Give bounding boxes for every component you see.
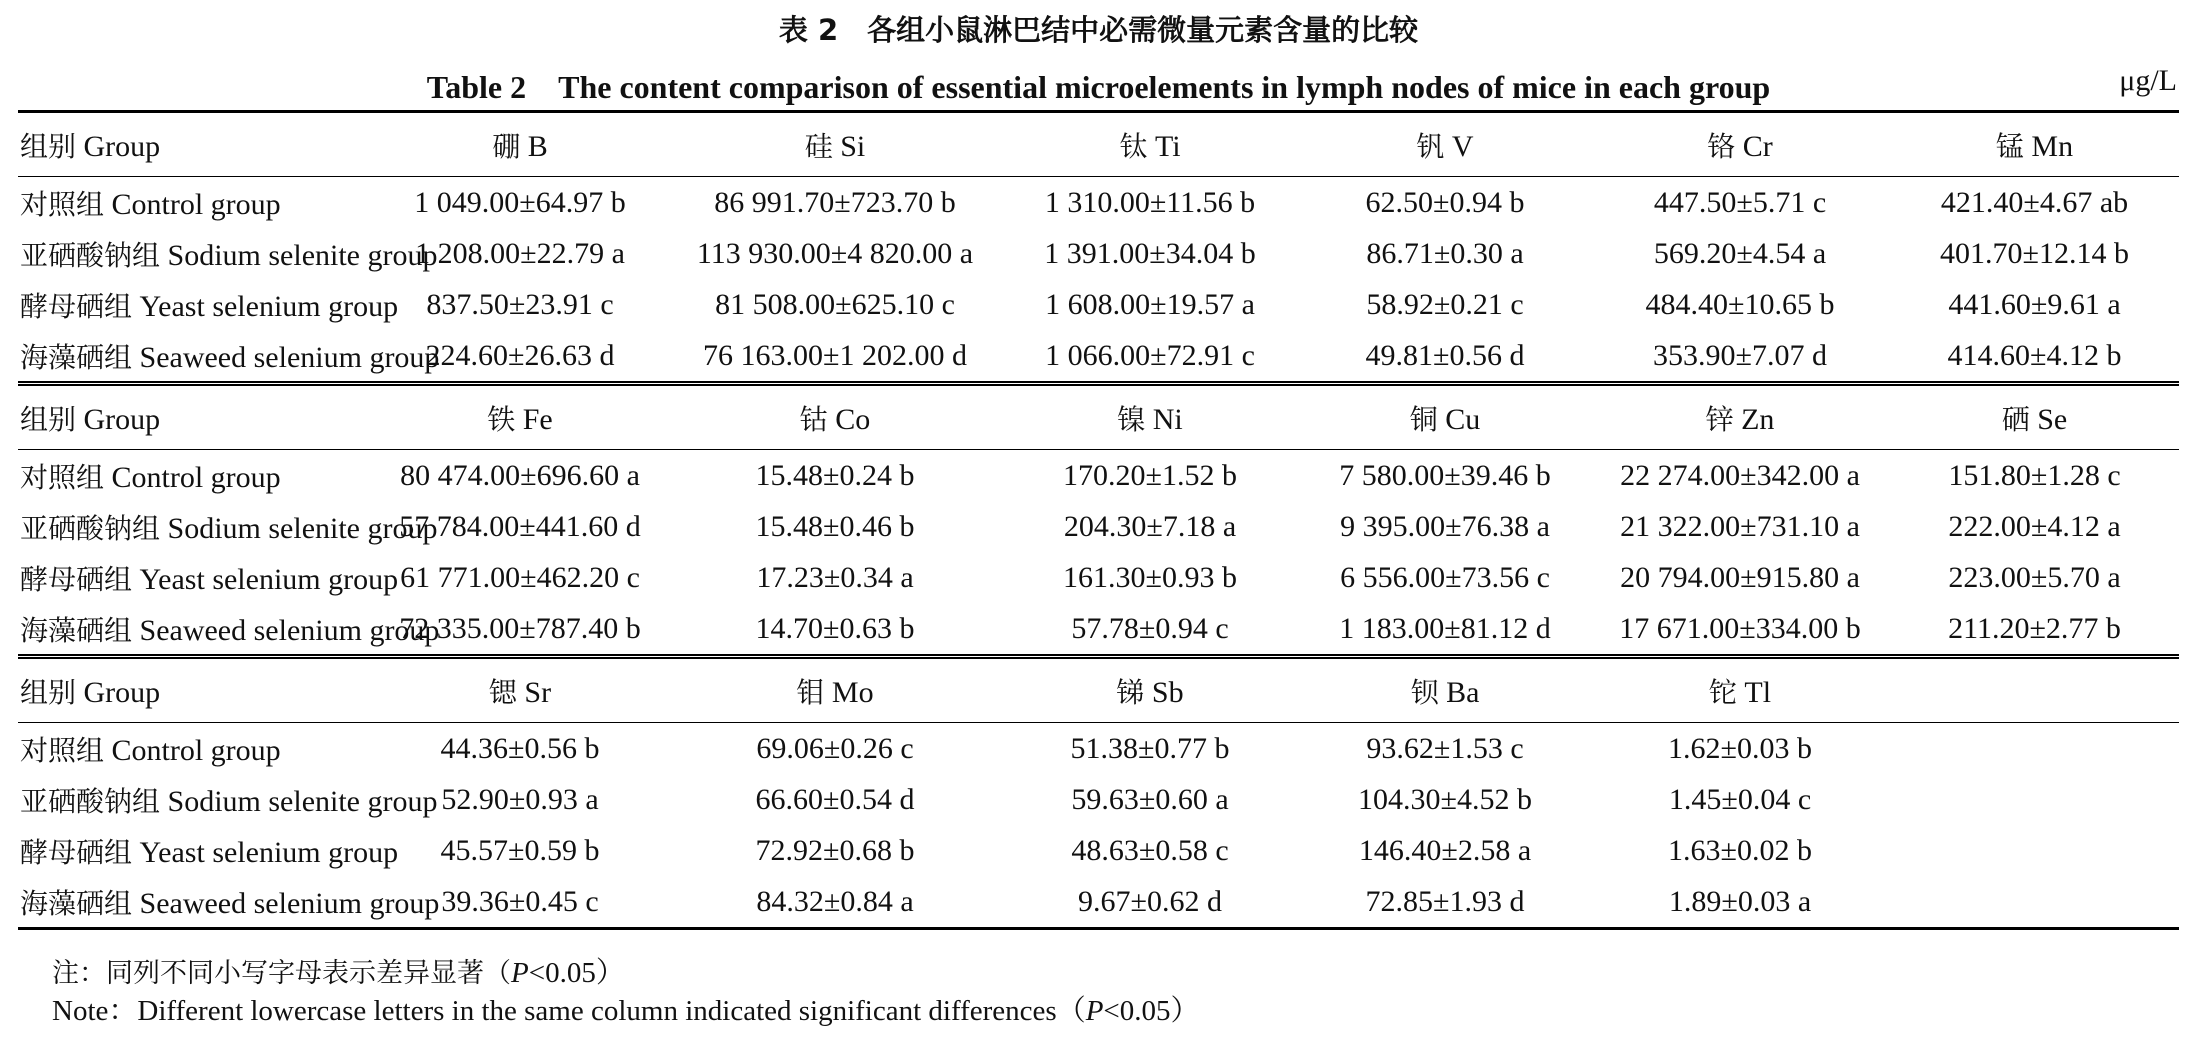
element-name-cn: 硅 [804,129,833,163]
group-name-en: Seaweed selenium group [139,340,440,374]
note-english [52,988,1200,1029]
element-header-cell [1890,112,2179,177]
value-cell: 61 771.00±462.20 c [400,560,640,594]
element-symbol: Se [2037,402,2068,436]
group-name-cell [18,501,438,552]
group-name-cell [18,603,440,657]
value-cell: 39.36±0.45 c [370,876,670,929]
group-name-cell [18,723,370,775]
element-symbol: Tl [1744,675,1772,709]
group-name-en: Control group [111,187,281,221]
value-cell: 1.89±0.03 a [1590,876,1890,929]
element-header-cell [1000,112,1300,177]
group-header-cn: 组别 [20,129,77,163]
value-cell: 113 930.00±4 820.00 a [696,236,974,270]
group-name-cell [18,177,370,229]
group-name-en: Yeast selenium group [139,562,399,596]
value-cell: 569.20±4.54 a [1653,236,1827,270]
value-cell: 224.60±26.63 d [425,338,615,372]
value-cell: 58.92±0.21 c [1366,287,1524,321]
value-cell: 447.50±5.71 c [1653,185,1827,219]
element-name-cn: 钼 [796,675,825,709]
group-name-en: Yeast selenium group [139,289,399,323]
element-name-cn: 硼 [492,129,521,163]
header-row [18,384,2179,450]
group-header-cell [18,384,370,450]
element-header-cell [670,112,1000,177]
value-cell: 401.70±12.14 b [1940,236,2129,270]
element-header-cell [1300,112,1590,177]
group-name-en: Sodium selenite group [167,238,438,272]
note-chinese [52,950,625,991]
value-cell: 223.00±5.70 a [1948,560,2121,594]
group-name-cn: 酵母硒组 [20,562,133,596]
value-cell: 45.57±0.59 b [440,833,600,867]
element-name-cn: 钛 [1119,129,1148,163]
group-name-cn: 对照组 [20,460,105,494]
value-cell: 1 183.00±81.12 d [1339,611,1551,645]
value-cell: 72 335.00±787.40 b [399,611,641,645]
table-row [18,774,2179,825]
table-row [18,330,2179,384]
note-english-prefix: Note：Different lowercase letters in the same column indicated significant differences（ [52,995,1086,1027]
table-title-chinese: 表 2 各组小鼠淋巴结中必需微量元素含量的比较 [778,13,1419,47]
group-header-cn: 组别 [20,402,77,436]
element-header-cell [1590,112,1890,177]
value-cell: 17.23±0.34 a [756,560,914,594]
value-cell: 57 784.00±441.60 d [399,509,641,543]
element-header-cell [1590,657,1890,723]
element-symbol: Mn [2031,129,2074,163]
element-header-cell [1000,384,1300,450]
group-name-cell [18,450,370,502]
group-header-cn: 组别 [20,675,77,709]
value-cell [1890,774,2179,825]
value-cell: 484.40±10.65 b [1645,287,1835,321]
group-name-en: Seaweed selenium group [139,613,440,647]
value-cell: 49.81±0.56 d [1365,338,1525,372]
group-name-cn: 海藻硒组 [20,886,133,920]
element-symbol: Co [835,402,871,436]
table-row [18,450,2179,502]
value-cell: 15.48±0.46 b [755,509,915,543]
group-header-cell [18,657,370,723]
value-cell: 146.40±2.58 a [1358,833,1532,867]
value-cell: 86 991.70±723.70 b [714,185,956,219]
value-cell: 1 310.00±11.56 b [1044,185,1256,219]
element-symbol: Sr [524,675,552,709]
group-header-en: Group [83,675,161,709]
value-cell: 14.70±0.63 b [755,611,915,645]
element-name-cn: 锌 [1705,402,1734,436]
group-header-cell [18,112,370,177]
element-name-cn: 锰 [1995,129,2024,163]
value-cell: 204.30±7.18 a [1063,509,1237,543]
value-cell: 1 049.00±64.97 b [414,185,626,219]
value-cell: 59.63±0.60 a [1071,782,1229,816]
value-cell [1890,723,2179,775]
element-symbol: Ti [1154,129,1181,163]
value-cell [1890,876,2179,929]
value-cell: 1 391.00±34.04 b [1044,236,1256,270]
value-cell: 414.60±4.12 b [1947,338,2122,372]
element-symbol: Fe [522,402,553,436]
value-cell: 72.85±1.93 d [1300,876,1590,929]
group-name-cn: 海藻硒组 [20,613,133,647]
element-header-cell [1300,657,1590,723]
value-cell [1890,825,2179,876]
value-cell: 161.30±0.93 b [1063,560,1237,594]
element-name-cn: 锑 [1116,675,1145,709]
value-cell: 21 322.00±731.10 a [1620,509,1860,543]
value-cell: 421.40±4.67 ab [1940,185,2129,219]
table-row [18,501,2179,552]
table-row [18,825,2179,876]
value-cell: 86.71±0.30 a [1366,236,1524,270]
element-name-cn: 锶 [488,675,517,709]
value-cell: 1 608.00±19.57 a [1045,287,1255,321]
element-symbol: B [527,129,548,163]
element-header-cell [370,112,670,177]
value-cell: 353.90±7.07 d [1653,338,1827,372]
note-english-p: P [1085,995,1104,1027]
value-cell: 1 208.00±22.79 a [415,236,625,270]
element-name-cn: 铁 [487,402,516,436]
element-header-cell [1300,384,1590,450]
value-cell: 52.90±0.93 a [441,782,599,816]
group-name-en: Sodium selenite group [167,784,438,818]
element-name-cn: 钒 [1416,129,1445,163]
element-name-cn: 铬 [1707,129,1736,163]
element-symbol: Ni [1152,402,1183,436]
value-cell: 17 671.00±334.00 b [1619,611,1861,645]
table-row [18,228,2179,279]
element-name-cn: 铊 [1708,675,1737,709]
group-header-en: Group [83,402,161,436]
group-name-en: Yeast selenium group [139,835,399,869]
element-symbol: Sb [1151,675,1184,709]
group-name-cell [18,228,438,279]
header-row [18,657,2179,723]
note-chinese-p: P [511,957,529,989]
group-header-en: Group [83,129,161,163]
note-english-suffix: <0.05） [1103,995,1200,1027]
element-symbol: Ba [1446,675,1480,709]
value-cell: 104.30±4.52 b [1358,782,1532,816]
element-header-cell [670,384,1000,450]
note-chinese-suffix: <0.05） [528,957,625,989]
table-row [18,552,2179,603]
unit-label: μg/L [2119,64,2177,97]
element-header-cell [1890,657,2179,723]
element-name-cn: 铜 [1409,402,1438,436]
group-name-cn: 亚硒酸钠组 [20,784,161,818]
group-name-cell [18,330,440,384]
element-header-cell [670,657,1000,723]
value-cell: 211.20±2.77 b [1948,611,2121,645]
table-row [18,723,2179,775]
element-name-cn: 钡 [1410,675,1439,709]
table-row [18,279,2179,330]
value-cell: 15.48±0.24 b [755,458,915,492]
table-row [18,177,2179,229]
group-name-en: Seaweed selenium group [139,886,440,920]
value-cell: 7 580.00±39.46 b [1339,458,1551,492]
element-name-cn: 钴 [799,402,828,436]
element-symbol: Si [840,129,866,163]
element-symbol: Zn [1741,402,1775,436]
value-cell: 151.80±1.28 c [1948,458,2121,492]
value-cell: 1.62±0.03 b [1668,731,1812,765]
table-body [18,112,2179,929]
element-name-cn: 硒 [2001,402,2030,436]
group-name-cell [18,552,399,603]
group-name-cell [18,876,440,929]
table-title-english: Table 2 The content comparison of essential microelements in lymph nodes of mice in each group [426,69,1771,105]
value-cell: 1.45±0.04 c [1668,782,1812,816]
group-name-cn: 对照组 [20,187,105,221]
value-cell: 84.32±0.84 a [670,876,1000,929]
element-header-cell [370,384,670,450]
value-cell: 66.60±0.54 d [755,782,915,816]
value-cell: 222.00±4.12 a [1948,509,2121,543]
group-name-cn: 对照组 [20,733,105,767]
value-cell: 837.50±23.91 c [426,287,614,321]
value-cell: 9 395.00±76.38 a [1340,509,1550,543]
microelement-table [18,110,2179,930]
element-name-cn: 镍 [1117,402,1146,436]
element-header-cell [1590,384,1890,450]
value-cell: 69.06±0.26 c [756,731,914,765]
value-cell: 1 066.00±72.91 c [1045,338,1255,372]
value-cell: 1.63±0.02 b [1668,833,1812,867]
group-name-cn: 酵母硒组 [20,835,133,869]
value-cell: 20 794.00±915.80 a [1620,560,1860,594]
table-row [18,603,2179,657]
element-symbol: Cu [1445,402,1481,436]
value-cell: 62.50±0.94 b [1365,185,1525,219]
group-name-cn: 海藻硒组 [20,340,133,374]
value-cell: 57.78±0.94 c [1071,611,1229,645]
value-cell: 6 556.00±73.56 c [1340,560,1550,594]
note-chinese-prefix: 注：同列不同小写字母表示差异显著（ [52,958,511,989]
group-name-cell [18,774,438,825]
header-row [18,112,2179,177]
value-cell: 76 163.00±1 202.00 d [703,338,967,372]
group-name-cn: 酵母硒组 [20,289,133,323]
element-symbol: Cr [1742,129,1773,163]
value-cell: 9.67±0.62 d [1000,876,1300,929]
table-row [18,876,2179,929]
element-header-cell [370,657,670,723]
group-name-cn: 亚硒酸钠组 [20,238,161,272]
element-header-cell [1890,384,2179,450]
value-cell: 44.36±0.56 b [440,731,600,765]
group-name-en: Control group [111,460,281,494]
group-name-en: Sodium selenite group [167,511,438,545]
group-name-cell [18,825,399,876]
value-cell: 22 274.00±342.00 a [1620,458,1860,492]
value-cell: 80 474.00±696.60 a [400,458,640,492]
value-cell: 51.38±0.77 b [1070,731,1230,765]
group-name-cell [18,279,399,330]
element-header-cell [1000,657,1300,723]
value-cell: 93.62±1.53 c [1366,731,1524,765]
value-cell: 48.63±0.58 c [1071,833,1229,867]
value-cell: 441.60±9.61 a [1948,287,2121,321]
group-name-en: Control group [111,733,281,767]
value-cell: 72.92±0.68 b [755,833,915,867]
value-cell: 81 508.00±625.10 c [715,287,955,321]
element-symbol: Mo [831,675,874,709]
element-symbol: V [1451,129,1474,163]
value-cell: 170.20±1.52 b [1063,458,1237,492]
group-name-cn: 亚硒酸钠组 [20,511,161,545]
